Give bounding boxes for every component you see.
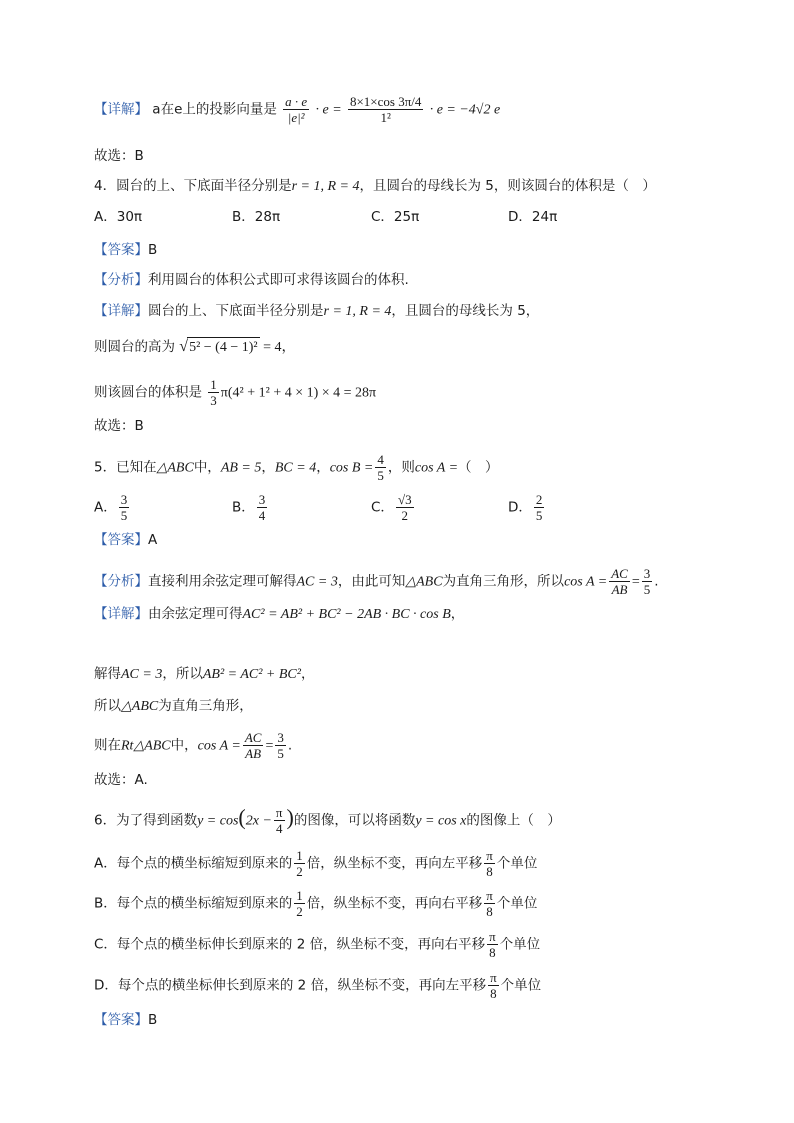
q5-choose: 故选：A. <box>94 772 148 788</box>
q5-detail-4: 则在Rt△ABC中，cos A = $\frac{AC}{AB}$ = $\frac{3}{5}$ . <box>94 730 293 761</box>
q4-stem: 4．圆台的上、下底面半径分别是r = 1, R = 4，且圆台的母线长为 5，则该圆台的体积是（ ） <box>94 178 656 194</box>
q5-answer: 【答案】A <box>94 532 158 548</box>
q5-stem: 5．已知在△ABC中，AB = 5，BC = 4，cos B = $\frac{4}{5}$ ，则cos A =（ ） <box>94 452 499 483</box>
q4-detail-2: 则圆台的高为 √5² − (4 − 1)² = 4， <box>94 337 296 358</box>
q6-stem: 6．为了得到函数y = cos(2x − $\frac{\pi}{4}$ )的图像，可以将函数y = cos x的图像上（ ） <box>94 804 561 836</box>
q5-detail-3: 所以△ABC为直角三角形， <box>94 698 253 714</box>
q6-option-d: D．每个点的横坐标伸长到原来的 2 倍，纵坐标不变，再向左平移 $\frac{\pi}{8}$ 个单位 <box>94 970 542 1001</box>
q4-detail-3: 则该圆台的体积是 $\frac{1}{3}$ π(4² + 1² + 4 × 1) × 4 = 28π <box>94 377 377 408</box>
q5-option-c: C． $\frac{√3}{2}$ <box>371 492 412 523</box>
q6-option-a: A．每个点的横坐标缩短到原来的 $\frac{1}{2}$ 倍，纵坐标不变，再向左平移 $\frac{\pi}{8}$ 个单位 <box>94 848 538 879</box>
q6-option-c: C．每个点的横坐标伸长到原来的 2 倍，纵坐标不变，再向右平移 $\frac{\pi}{8}$ 个单位 <box>94 929 541 960</box>
q3-detail-line: 【详解】 a在e上的投影向量是 $\frac{a \cdot e}{\text{|e|²}}$ · e = $\frac{8\times 1\times\cos 3\pi/4}{\text{1²}}$ · e = −4√2 e <box>94 94 501 125</box>
q5-option-d: D． $\frac{2}{5}$ <box>508 492 543 523</box>
q4-answer: 【答案】B <box>94 242 158 258</box>
q3-projection-fraction: $\frac{a \cdot e}{\text{|e|²}}$ <box>285 94 308 125</box>
q4-option-c: C．25π <box>371 209 420 225</box>
q3-value-fraction: $\frac{8\times 1\times\cos 3\pi/4}{\text{1²}}$ <box>349 94 422 125</box>
q6-answer: 【答案】B <box>94 1012 158 1028</box>
q4-analysis: 【分析】利用圆台的体积公式即可求得该圆台的体积. <box>94 272 409 288</box>
q4-option-a: A．30π <box>94 209 143 225</box>
q5-option-b: B． $\frac{3}{4}$ <box>232 492 266 523</box>
q5-detail-2: 解得AC = 3，所以AB² = AC² + BC²， <box>94 666 315 682</box>
q4-detail-1: 【详解】圆台的上、下底面半径分别是r = 1, R = 4，且圆台的母线长为 5， <box>94 303 540 319</box>
q3-result: · e = −4√2 e <box>429 102 501 118</box>
q3-detail-text: a在e上的投影向量是 <box>152 101 277 118</box>
detail-tag: 【详解】 <box>94 101 148 118</box>
q4-option-d: D．24π <box>508 209 558 225</box>
q5-option-a: A． $\frac{3}{5}$ <box>94 492 128 523</box>
q3-choose: 故选：B <box>94 148 144 164</box>
q4-choose: 故选：B <box>94 418 144 434</box>
q5-analysis: 【分析】直接利用余弦定理可解得AC = 3，由此可知△ABC为直角三角形，所以cos A = $\frac{AC}{AB}$ = $\frac{3}{5}$ . <box>94 566 659 597</box>
q4-option-b: B．28π <box>232 209 281 225</box>
q6-option-b: B．每个点的横坐标缩短到原来的 $\frac{1}{2}$ 倍，纵坐标不变，再向右平移 $\frac{\pi}{8}$ 个单位 <box>94 888 538 919</box>
q5-detail-1: 【详解】由余弦定理可得AC² = AB² + BC² − 2AB · BC · cos B， <box>94 606 465 622</box>
